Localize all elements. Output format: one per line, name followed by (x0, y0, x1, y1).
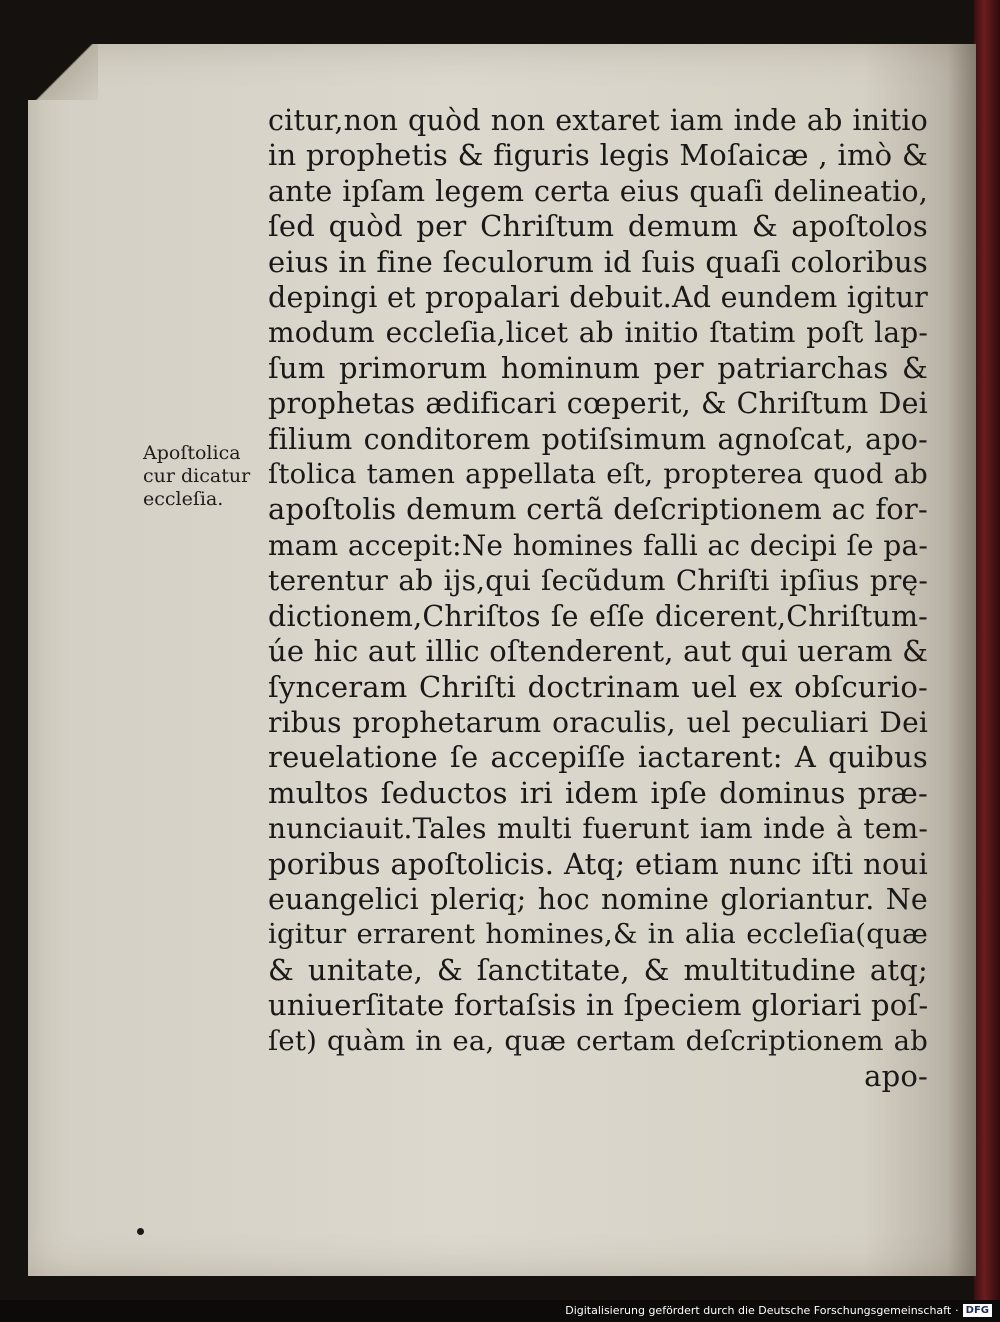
text-line: igitur errarent homines,& in alia eccleſia(quæ (268, 918, 928, 951)
text-line: ſynceram Chriſti doctrinam uel ex obſcurio- (268, 669, 928, 704)
footer-separator: · (955, 1303, 959, 1317)
text-line: nunciauit.Tales multi fuerunt iam inde à tem- (268, 812, 928, 846)
text-line: reuelatione ſe accepiſſe iactarent: A quibus (268, 740, 928, 775)
text-line: & unitate, & ſanctitate, & multitudine atq; (268, 952, 928, 987)
text-line: eius in fine ſeculorum id ſuis quaſi coloribus (268, 244, 928, 279)
book-binding-edge (974, 0, 1000, 1300)
catchword: apo- (864, 1058, 928, 1093)
text-line: filium conditorem potiſsimum agnoſcat, apo- (268, 422, 928, 456)
body-text (268, 103, 928, 1094)
folded-page-corner (28, 44, 98, 100)
ink-dot (137, 1228, 144, 1235)
text-line: modum eccleſia,licet ab initio ſtatim poſt lap- (268, 316, 928, 350)
text-line: dictionem,Chriſtos ſe eſſe dicerent,Chriſtum- (268, 599, 928, 633)
text-line: prophetas ædificari cœperit, & Chriſtum Dei (268, 387, 928, 421)
text-line: euangelici pleriq; hoc nomine gloriantur. Ne (268, 882, 928, 916)
footer-text: Digitalisierung gefördert durch die Deutsche Forschungsgemeinschaft (565, 1303, 952, 1317)
text-line: apoſtolis demum certã deſcriptionem ac for- (268, 492, 928, 527)
text-line: ante ipſam legem certa eius quaſi delineatio, (268, 174, 928, 208)
text-line: poribus apoſtolicis. Atq; etiam nunc iſti noui (268, 846, 928, 881)
digitization-footer (565, 1302, 992, 1318)
text-line: úe hic aut illic oſtenderent, aut qui ueram & (268, 634, 929, 669)
dfg-logo-icon: DFG (963, 1304, 992, 1317)
text-line: mam accepit:Ne homines falli ac decipi ſe pa- (268, 528, 928, 562)
margin-note-line: eccleſia. (143, 488, 224, 510)
text-line: ſet) quàm in ea, quæ certam deſcriptionem ab (268, 1024, 928, 1057)
margin-note-line: cur dicatur (143, 465, 251, 487)
text-line: citur,non quòd non extaret iam inde ab initio (268, 104, 928, 137)
text-line: terentur ab ijs,qui ſecũdum Chriſti ipſius prę- (268, 564, 928, 598)
text-line: in prophetis & figuris legis Moſaicæ , imò & (268, 138, 928, 173)
text-line: depingi et propalari debuit.Ad eundem igitur (268, 281, 928, 315)
text-line: ſed quòd per Chriſtum demum & apoſtolos (268, 209, 928, 244)
text-line: multos ſeductos iri idem ipſe dominus præ- (268, 775, 928, 810)
margin-note-line: Apoſtolica (143, 442, 241, 464)
text-line: ſtolica tamen appellata eſt, propterea quod ab (268, 458, 928, 491)
text-line: ribus prophetarum oraculis, uel peculiari Dei (268, 705, 928, 739)
text-line: uniuerſitate fortaſsis in ſpeciem gloriari poſ- (268, 988, 929, 1023)
text-line: ſum primorum hominum per patriarchas & (268, 350, 928, 385)
margin-note (143, 442, 263, 511)
